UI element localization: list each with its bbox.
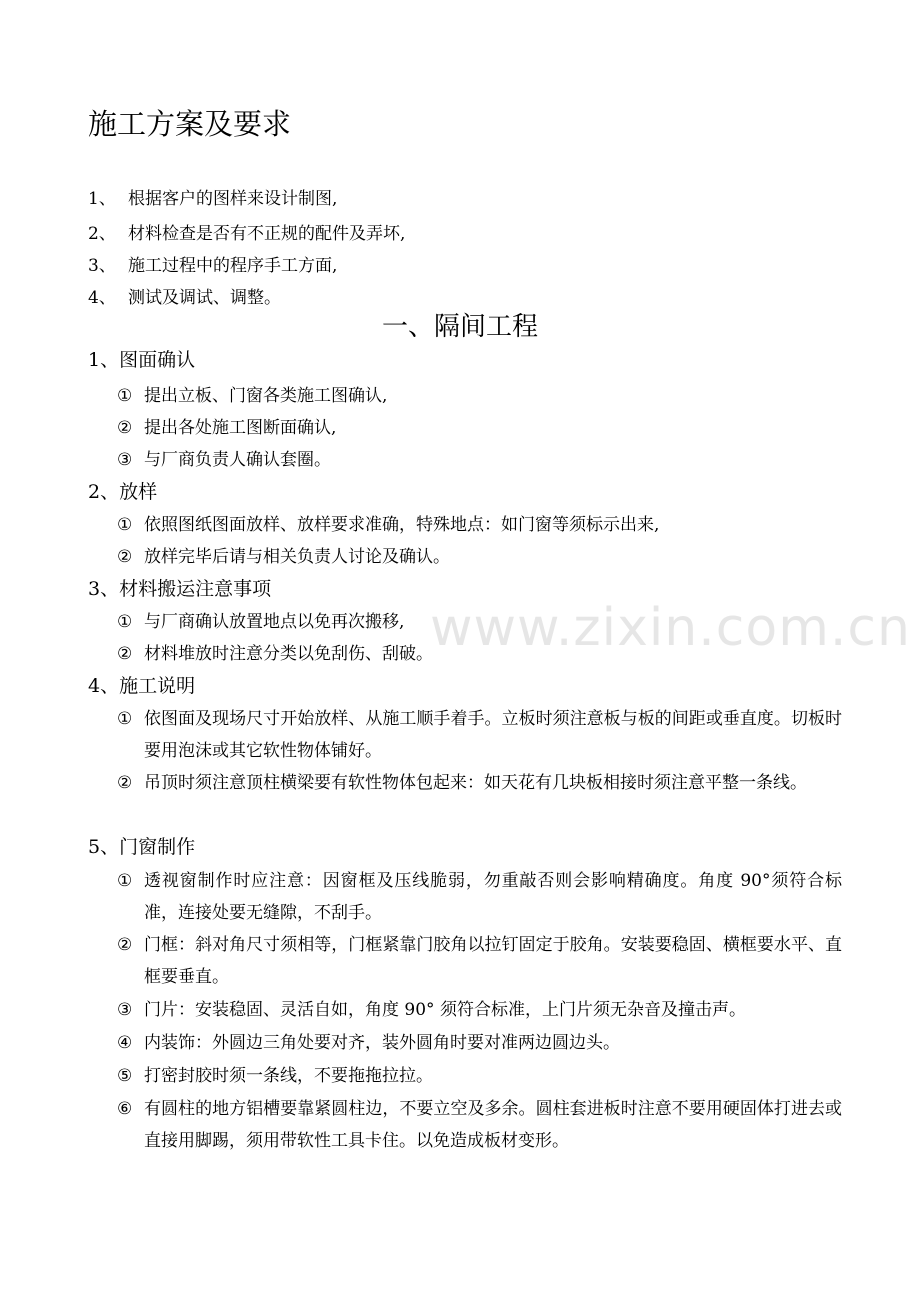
item-text: 材料堆放时注意分类以免刮伤、刮破。 [144,644,433,664]
item-marker: ① [117,871,133,891]
section-heading: 1、图面确认 [88,349,196,371]
item-text: 内装饰：外圆边三角处要对齐，装外圆角时要对准两边圆边头。 [144,1033,620,1053]
intro-text: 材料检查是否有不正规的配件及弄坏, [128,224,406,244]
section-title-text: 一、隔间工程 [381,312,538,342]
list-item [117,509,842,541]
intro-number: 4、 [88,288,116,308]
item-text: 依图面及现场尺寸开始放样、从施工顺手着手。立板时须注意板与板的间距或垂直度。切板时要用泡沫或其它软性物体铺好。 [144,709,842,761]
section-heading: 5、门窗制作 [88,836,196,858]
section-heading: 4、施工说明 [88,675,196,697]
item-marker: ② [117,773,133,793]
intro-item [88,253,337,279]
list-item [117,541,842,573]
section-heading: 2、放样 [88,481,158,503]
list-item [117,1027,842,1059]
list-item [117,380,842,412]
list-item [117,412,842,444]
item-text: 提出立板、门窗各类施工图确认, [144,386,388,406]
item-text: 透视窗制作时应注意：因窗框及压线脆弱，勿重敲否则会影响精确度。角度 90°须符合标准，连接处要无缝隙，不刮手。 [144,871,842,923]
list-item [117,444,842,476]
item-marker: ② [117,547,133,567]
page-title: 施工方案及要求 [88,107,292,141]
intro-text: 根据客户的图样来设计制图, [128,189,338,209]
section-title [0,309,920,345]
item-text: 门框：斜对角尺寸须相等，门框紧靠门胶角以拉钉固定于胶角。安装要稳固、横框要水平、直框要垂直。 [144,935,842,987]
list-item [117,1093,842,1157]
intro-item [88,221,405,247]
item-text: 依照图纸图面放样、放样要求准确，特殊地点：如门窗等须标示出来, [144,515,660,535]
item-marker: ④ [117,1033,133,1053]
list-item [117,606,842,638]
item-text: 提出各处施工图断面确认, [144,418,337,438]
list-item [117,865,842,929]
watermark: www.zixin.com.cn [430,598,911,658]
intro-number: 1、 [88,189,116,209]
intro-number: 2、 [88,224,116,244]
item-text: 门片：安装稳固、灵活自如，角度 90° 须符合标准，上门片须无杂音及撞击声。 [144,1000,746,1020]
item-text: 打密封胶时须一条线，不要拖拖拉拉。 [144,1066,433,1086]
intro-text: 测试及调试、调整。 [128,288,281,308]
list-item [117,929,842,993]
item-text: 有圆柱的地方铝槽要靠紧圆柱边，不要立空及多余。圆柱套进板时注意不要用硬固体打进去或直接用脚踢，须用带软性工具卡住。以免造成板材变形。 [144,1099,842,1151]
item-marker: ② [117,644,133,664]
item-text: 与厂商确认放置地点以免再次搬移, [144,612,405,632]
intro-item [88,186,337,212]
item-marker: ② [117,418,133,438]
list-item [117,994,842,1026]
item-text: 吊顶时须注意顶柱横梁要有软性物体包起来：如天花有几块板相接时须注意平整一条线。 [144,773,807,793]
item-text: 与厂商负责人确认套圈。 [144,450,331,470]
list-item [117,1060,842,1092]
item-marker: ① [117,612,133,632]
item-marker: ① [117,515,133,535]
intro-text: 施工过程中的程序手工方面, [128,256,338,276]
section-heading: 3、材料搬运注意事项 [88,578,272,600]
item-marker: ③ [117,1000,133,1020]
list-item [117,638,842,670]
item-marker: ⑤ [117,1066,133,1086]
list-item [117,703,842,767]
list-item [117,767,842,799]
item-marker: ⑥ [117,1099,133,1119]
intro-item [88,285,281,311]
intro-number: 3、 [88,256,116,276]
item-marker: ③ [117,450,133,470]
item-marker: ① [117,386,133,406]
item-marker: ① [117,709,133,729]
item-marker: ② [117,935,133,955]
item-text: 放样完毕后请与相关负责人讨论及确认。 [144,547,450,567]
